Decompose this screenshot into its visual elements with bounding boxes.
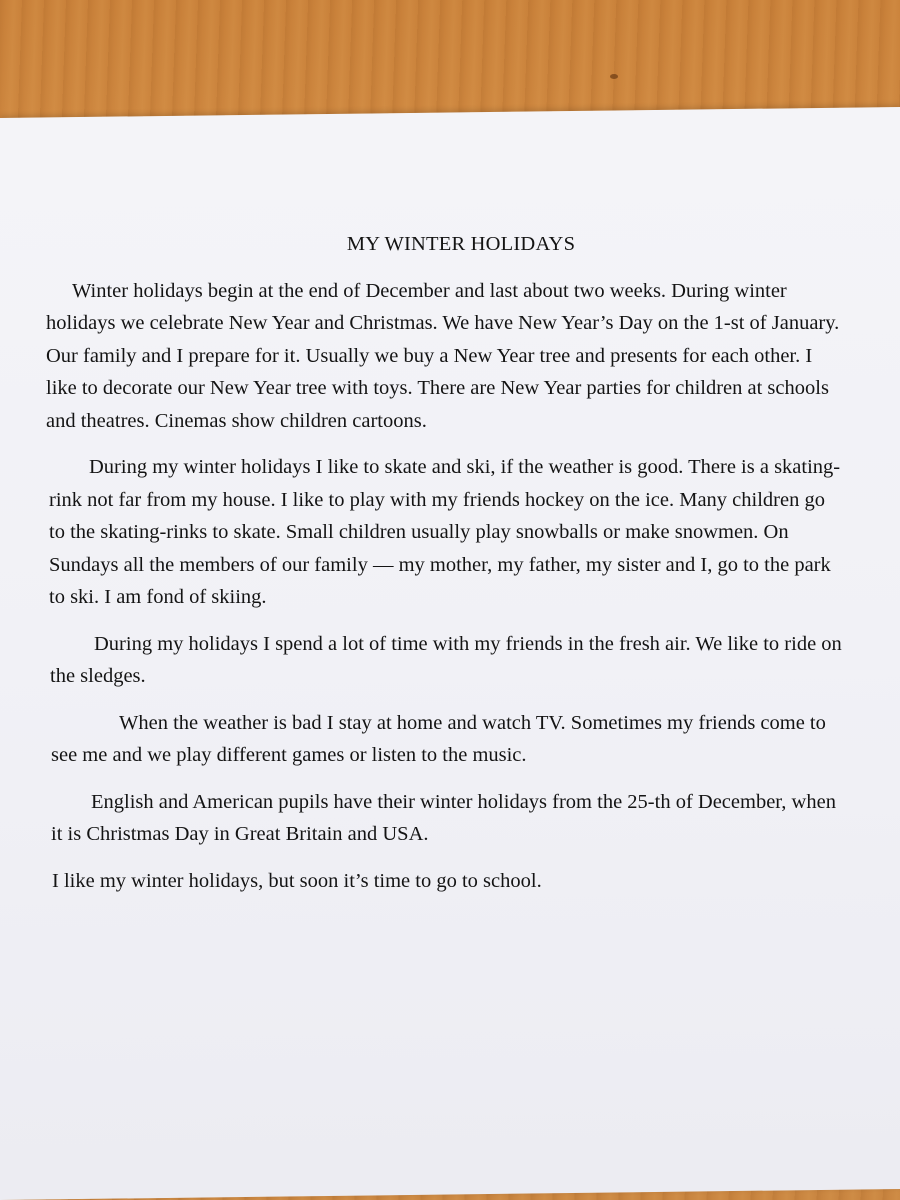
paragraph-3: During my holidays I spend a lot of time with my friends in the fresh air. We like to ride on the sledges. — [50, 632, 842, 687]
paragraph-4: When the weather is bad I stay at home and watch TV. Sometimes my friends come to see me and we play different games or listen to the music. — [51, 711, 826, 766]
paragraph-6: I like my winter holidays, but soon it’s time to go to school. — [52, 869, 542, 892]
document-text — [46, 228, 846, 911]
paragraph-1: Winter holidays begin at the end of December and last about two weeks. During winter holidays we celebrate New Year and Christmas. We have New Year’s Day on the 1-st of January. Our family and I prepare for it. Usually we buy a New Year tree and presents for each other. I like to decorate our New Year tree with toys. There are New Year parties for children at schools and theatres. Cinemas show children cartoons. — [46, 279, 840, 432]
document-title: MY WINTER HOLIDAYS — [346, 233, 576, 255]
paragraph-5: English and American pupils have their winter holidays from the 25-th of December, when it is Christmas Day in Great Britain and USA. — [51, 790, 836, 845]
paragraph-2: During my winter holidays I like to skate and ski, if the weather is good. There is a skating-rink not far from my house. I like to play with my friends hockey on the ice. Many children go to the skating-rinks to skate. Small children usually play snowballs or make snowmen. On Sundays all the members of our family — my mother, my father, my sister and I, go to the park to ski. I am fond of skiing. — [49, 456, 841, 608]
wood-knot — [610, 74, 618, 79]
